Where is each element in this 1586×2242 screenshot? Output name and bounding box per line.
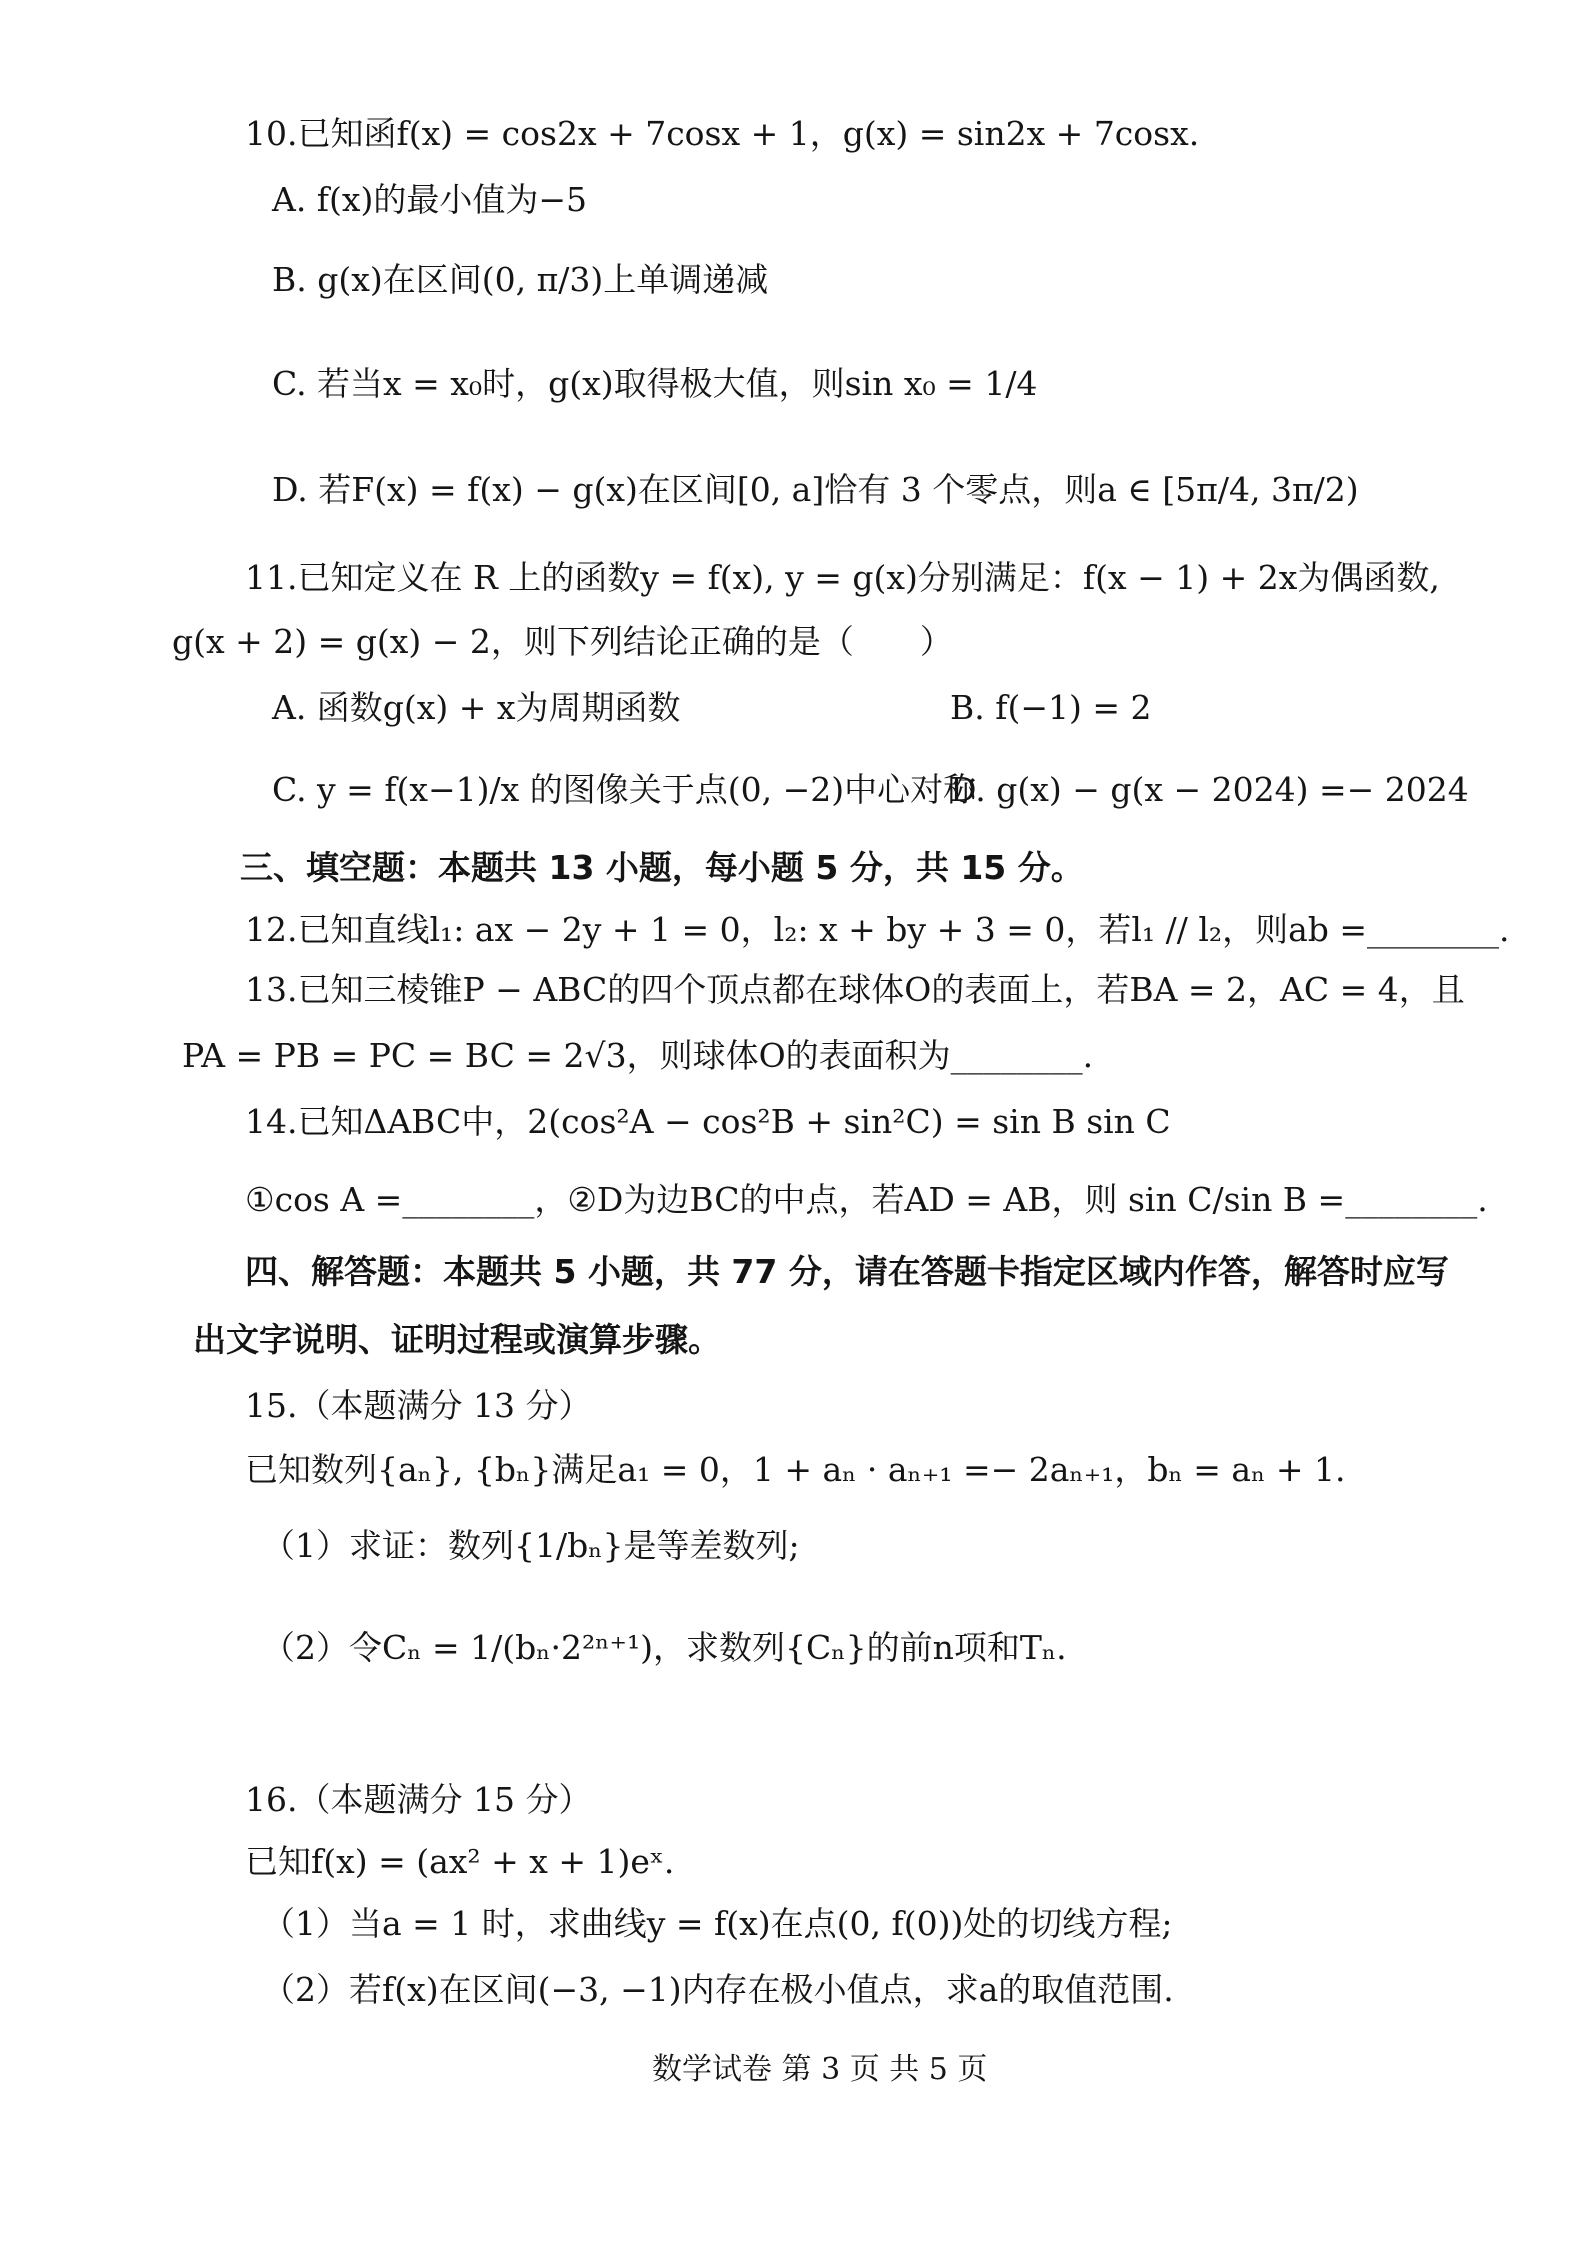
q11-stem-line1: 11.已知定义在 R 上的函数y = f(x), y = g(x)分别满足：f(x − 1) + 2x为偶函数, — [245, 558, 1440, 597]
section-4-heading-line2: 出文字说明、证明过程或演算步骤。 — [193, 1320, 721, 1359]
q11-option-b: B. f(−1) = 2 — [950, 688, 1152, 727]
q15-part1: （1）求证：数列{1/bₙ}是等差数列; — [262, 1526, 800, 1565]
q16-part1: （1）当a = 1 时，求曲线y = f(x)在点(0, f(0))处的切线方程; — [262, 1904, 1173, 1943]
q16-part2: （2）若f(x)在区间(−3, −1)内存在极小值点，求a的取值范围. — [262, 1970, 1174, 2009]
q10-stem: 10.已知函f(x) = cos2x + 7cosx + 1，g(x) = sin2x + 7cosx. — [245, 114, 1200, 153]
q12-text: 12.已知直线l₁: ax − 2y + 1 = 0，l₂: x + by + 3 = 0，若l₁ // l₂，则ab =________. — [245, 910, 1510, 949]
q10-option-c: C. 若当x = x₀时，g(x)取得极大值，则sin x₀ = 1/4 — [272, 364, 1038, 403]
q10-option-b: B. g(x)在区间(0, π/3)上单调递减 — [272, 260, 769, 299]
q14-line1: 14.已知ΔABC中，2(cos²A − cos²B + sin²C) = sin B sin C — [245, 1102, 1171, 1141]
q15-part2: （2）令Cₙ = 1/(bₙ·2²ⁿ⁺¹)，求数列{Cₙ}的前n项和Tₙ. — [262, 1628, 1067, 1667]
q13-line1: 13.已知三棱锥P − ABC的四个顶点都在球体O的表面上，若BA = 2，AC = 4，且 — [245, 970, 1465, 1009]
section-4-heading-line1: 四、解答题：本题共 5 小题，共 77 分，请在答题卡指定区域内作答，解答时应写 — [245, 1252, 1449, 1291]
q11-option-c: C. y = f(x−1)/x 的图像关于点(0, −2)中心对称 — [272, 770, 977, 809]
q15-title: 15.（本题满分 13 分） — [245, 1386, 592, 1425]
page-footer: 数学试卷 第 3 页 共 5 页 — [652, 2052, 988, 2087]
q16-stem: 已知f(x) = (ax² + x + 1)eˣ. — [245, 1842, 675, 1881]
section-3-heading: 三、填空题：本题共 13 小题，每小题 5 分，共 15 分。 — [240, 848, 1084, 887]
q10-option-a: A. f(x)的最小值为−5 — [272, 180, 588, 219]
q13-line2: PA = PB = PC = BC = 2√3，则球体O的表面积为________. — [182, 1036, 1094, 1075]
q11-option-a: A. 函数g(x) + x为周期函数 — [272, 688, 681, 727]
q16-title: 16.（本题满分 15 分） — [245, 1780, 592, 1819]
q14-line2: ①cos A =________，②D为边BC的中点，若AD = AB，则 sin C/sin B =________. — [245, 1180, 1488, 1219]
q10-option-d: D. 若F(x) = f(x) − g(x)在区间[0, a]恰有 3 个零点，则a ∈ [5π/4, 3π/2) — [272, 470, 1359, 509]
q11-stem-line2: g(x + 2) = g(x) − 2，则下列结论正确的是（ ） — [172, 622, 953, 661]
q15-stem: 已知数列{aₙ}, {bₙ}满足a₁ = 0，1 + aₙ · aₙ₊₁ =− 2aₙ₊₁，bₙ = aₙ + 1. — [245, 1450, 1346, 1489]
q11-option-d: D. g(x) − g(x − 2024) =− 2024 — [950, 770, 1469, 809]
